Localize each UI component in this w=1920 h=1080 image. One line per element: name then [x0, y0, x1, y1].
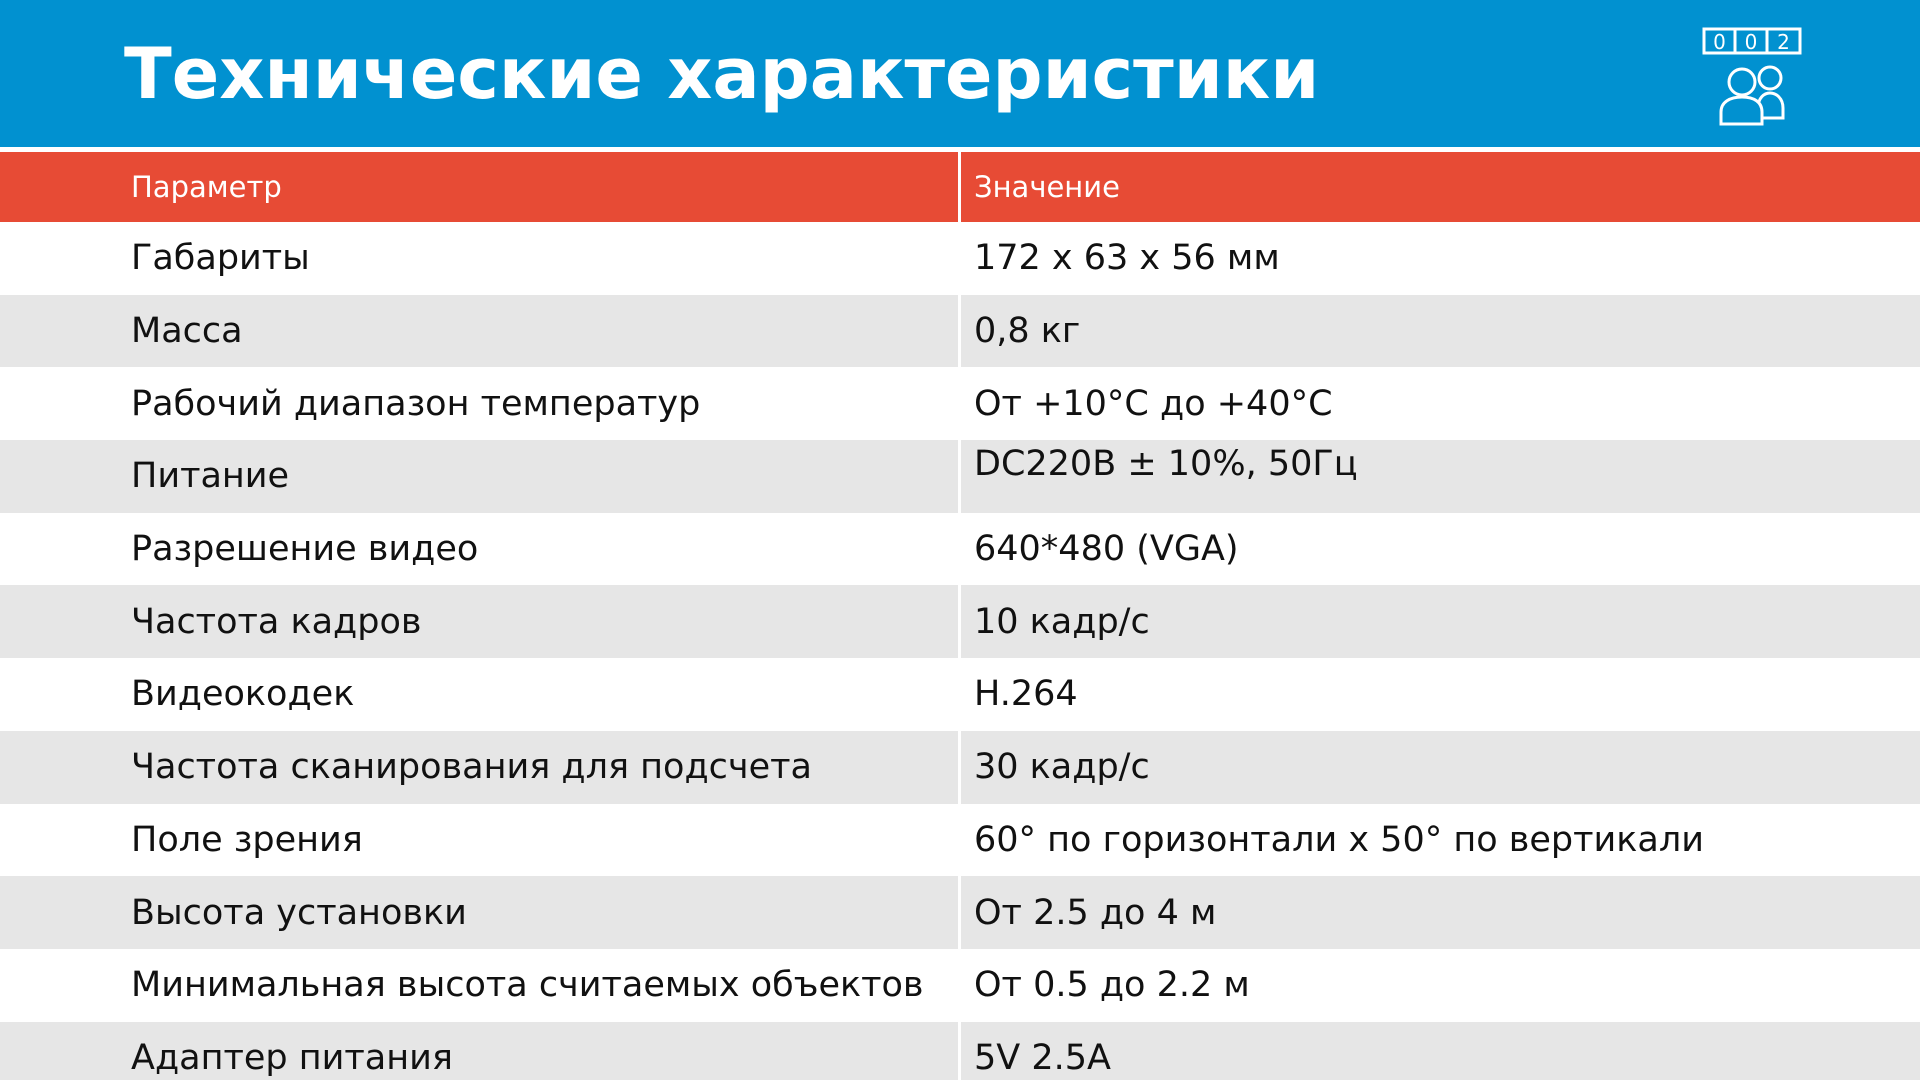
table-row [0, 585, 1920, 658]
table-row [0, 222, 1920, 295]
value-cell: От 0.5 до 2.2 м [961, 949, 1920, 1022]
parameter-cell: Рабочий диапазон температур [0, 367, 958, 440]
table-header-row [0, 152, 1920, 222]
page-title: Технические характеристики [124, 33, 1320, 115]
table-row [0, 1022, 1920, 1080]
parameter-cell: Разрешение видео [0, 513, 958, 586]
value-cell: От +10°C до +40°C [961, 367, 1920, 440]
spec-table [0, 152, 1920, 1080]
counter-digit: 0 [1744, 30, 1758, 54]
parameter-cell: Частота кадров [0, 585, 958, 658]
value-cell: От 2.5 до 4 м [961, 876, 1920, 949]
parameter-cell: Масса [0, 295, 958, 368]
parameter-cell: Минимальная высота считаемых объектов [0, 949, 958, 1022]
table-row [0, 731, 1920, 804]
parameter-cell: Поле зрения [0, 804, 958, 877]
column-header-parameter: Параметр [0, 152, 958, 222]
counter-digit: 2 [1777, 30, 1790, 54]
value-cell: 60° по горизонтали x 50° по вертикали [961, 804, 1920, 877]
column-header-value: Значение [961, 152, 1920, 222]
table-row [0, 367, 1920, 440]
people-counter-icon [1702, 26, 1806, 126]
parameter-cell: Видеокодек [0, 658, 958, 731]
value-cell: 0,8 кг [961, 295, 1920, 368]
value-cell: 172 x 63 x 56 мм [961, 222, 1920, 295]
value-cell: 640*480 (VGA) [961, 513, 1920, 586]
parameter-cell: Высота установки [0, 876, 958, 949]
counter-digit: 0 [1713, 30, 1726, 54]
table-row [0, 658, 1920, 731]
table-row [0, 949, 1920, 1022]
parameter-cell: Адаптер питания [0, 1022, 958, 1080]
parameter-cell: Питание [0, 440, 958, 513]
table-row [0, 804, 1920, 877]
table-row [0, 440, 1920, 513]
table-row [0, 513, 1920, 586]
value-cell: 10 кадр/с [961, 585, 1920, 658]
value-cell: 30 кадр/с [961, 731, 1920, 804]
table-row [0, 876, 1920, 949]
parameter-cell: Габариты [0, 222, 958, 295]
value-cell: H.264 [961, 658, 1920, 731]
header-bar [0, 0, 1920, 147]
parameter-cell: Частота сканирования для подсчета [0, 731, 958, 804]
table-row [0, 295, 1920, 368]
value-cell: DC220В ± 10%, 50Гц [961, 440, 1920, 513]
value-cell: 5V 2.5A [961, 1022, 1920, 1080]
